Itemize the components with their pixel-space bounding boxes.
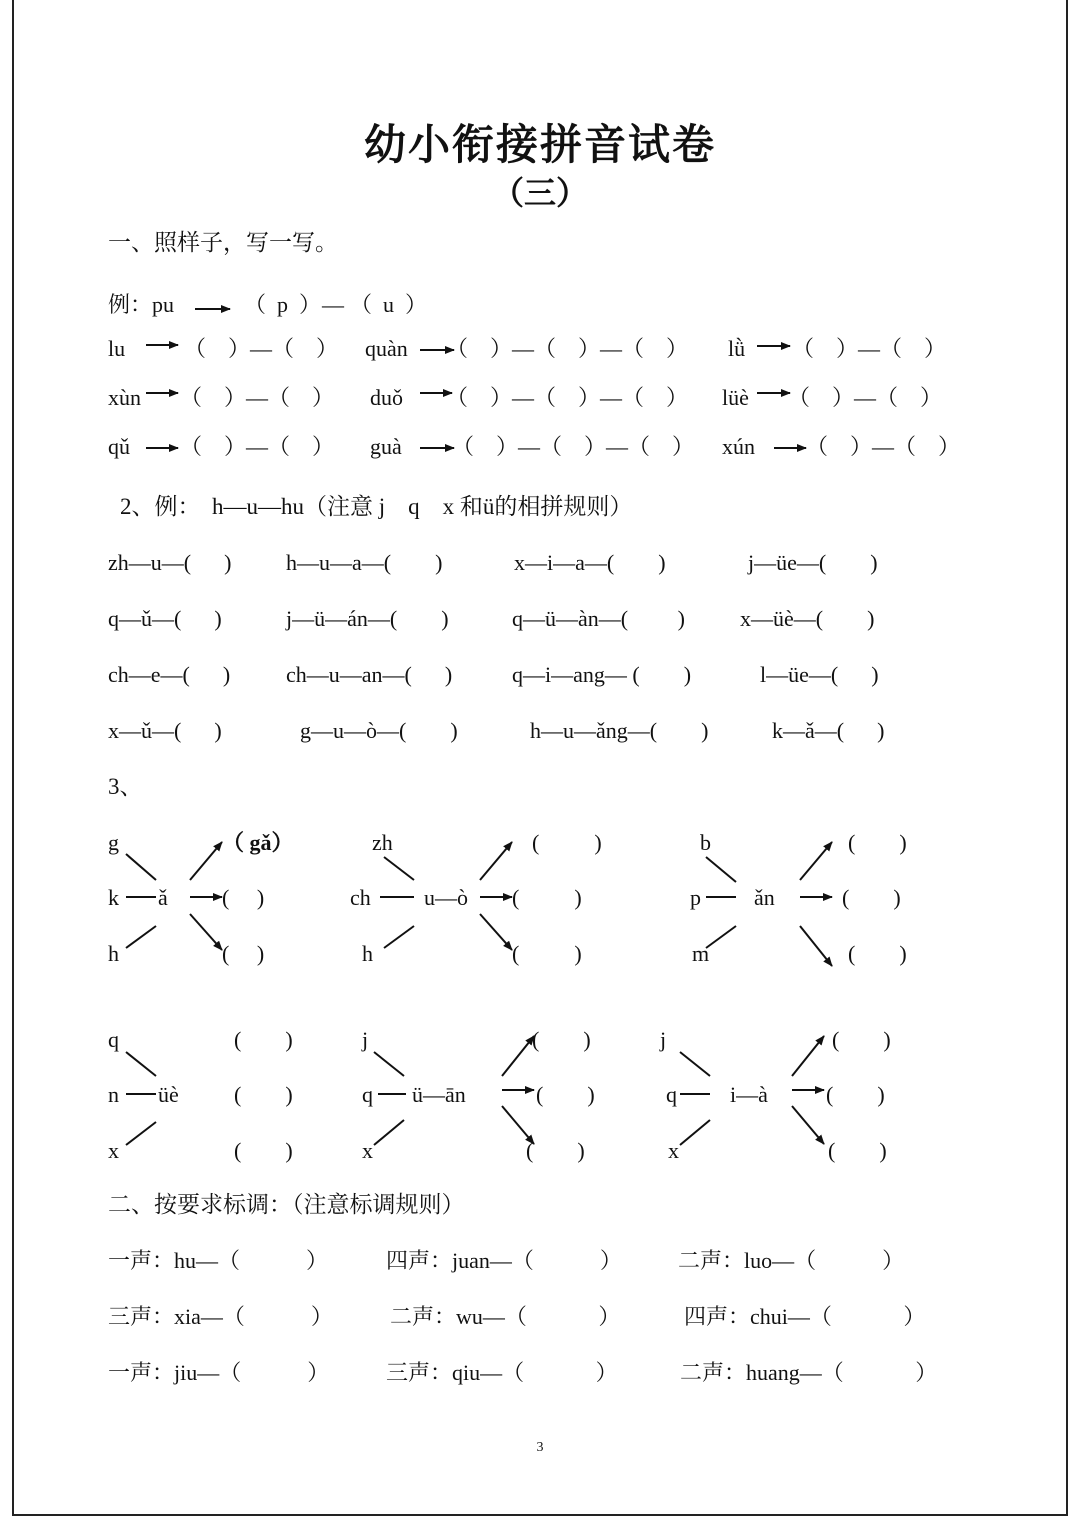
s1-r2-word3: lüè [722, 385, 749, 410]
example-left: （ p ） [244, 292, 322, 317]
g6-initial-bot: x [668, 1138, 679, 1163]
g3-answer-mid: ( ) [842, 885, 901, 910]
g1-answer-bot: ( ) [222, 941, 265, 966]
g4-answer-mid: ( ) [234, 1082, 293, 1107]
s1-r3-blank1: （ ）—（ ） [180, 434, 335, 459]
g2-initial-top: zh [372, 830, 393, 855]
section4-heading: 二、按要求标调：（注意标调规则） [108, 1192, 465, 1217]
s4-r1-c2: 四声：juan—（ ） [386, 1248, 622, 1273]
s1-r3-blank2: （ ）—（ ）—（ ） [452, 434, 695, 459]
g5-answer-top: ( ) [532, 1027, 591, 1052]
s4-r1-c3: 二声：luo—（ ） [678, 1248, 905, 1273]
g5-initial-mid: q [362, 1082, 373, 1107]
s2-r2-c4: x—üè—( ) [740, 606, 875, 631]
page-frame [12, 0, 1068, 1516]
s2-r1-c2: h—u—a—( ) [286, 550, 443, 575]
s4-r3-c1: 一声：jiu—（ ） [108, 1360, 330, 1385]
g5-final: ü—ān [412, 1082, 466, 1107]
section2-heading: 2、例： h—u—hu（注意 j q x 和ü的相拼规则） [120, 494, 633, 519]
g2-answer-mid: ( ) [512, 885, 582, 910]
s4-r2-c1: 三声：xia—（ ） [108, 1304, 333, 1329]
g1-initial-bot: h [108, 941, 119, 966]
g1-initial-mid: k [108, 885, 119, 910]
g2-answer-bot: ( ) [512, 941, 582, 966]
g1-answer-top: （ gǎ） [222, 830, 294, 855]
g3-answer-bot: ( ) [848, 941, 907, 966]
g6-answer-mid: ( ) [826, 1082, 885, 1107]
example-sep: — [322, 292, 344, 317]
s2-r4-c2: g—u—ò—( ) [300, 718, 458, 743]
s2-r2-c1: q—ǔ—( ) [108, 606, 222, 631]
g4-final: üè [158, 1082, 179, 1107]
g4-initial-bot: x [108, 1138, 119, 1163]
g5-initial-top: j [362, 1027, 369, 1052]
s4-r1-c1: 一声：hu—（ ） [108, 1248, 329, 1273]
s1-r1-word3: lǜ [728, 336, 746, 361]
s4-r3-c3: 二声：huang—（ ） [680, 1360, 938, 1385]
s1-r3-word1: qǔ [108, 434, 130, 459]
s1-r1-blank1: （ ）—（ ） [184, 336, 339, 361]
g5-answer-mid: ( ) [536, 1082, 595, 1107]
g2-final: u—ò [424, 885, 468, 910]
s2-r1-c1: zh—u—( ) [108, 550, 232, 575]
section3-heading: 3、 [108, 774, 143, 799]
s1-r1-blank3: （ ）—（ ） [792, 336, 947, 361]
page-title: 幼小衔接拼音试卷 [363, 120, 716, 169]
s2-r4-c4: k—ǎ—( ) [772, 718, 885, 743]
s1-r1-word1: lu [108, 336, 126, 361]
page-subtitle: （三） [491, 175, 588, 211]
s1-r2-word2: duǒ [370, 385, 403, 410]
g4-initial-top: q [108, 1027, 119, 1052]
s1-r1-blank2: （ ）—（ ）—（ ） [446, 336, 689, 361]
s2-r3-c4: l—üe—( ) [760, 662, 879, 687]
g2-answer-top: ( ) [532, 830, 602, 855]
s2-r4-c1: x—ǔ—( ) [108, 718, 222, 743]
s1-r2-blank1: （ ）—（ ） [180, 385, 335, 410]
g5-initial-bot: x [362, 1138, 373, 1163]
g6-final: i—à [730, 1082, 768, 1107]
s4-r2-c2: 二声：wu—（ ） [390, 1304, 621, 1329]
s2-r4-c3: h—u—ǎng—( ) [530, 718, 709, 743]
s1-r2-blank3: （ ）—（ ） [788, 385, 943, 410]
g3-initial-top: b [700, 830, 711, 855]
s1-r3-word3: xún [722, 434, 755, 459]
s2-r1-c3: x—i—a—( ) [514, 550, 666, 575]
s1-r1-word2: quàn [365, 336, 408, 361]
s1-r2-blank2: （ ）—（ ）—（ ） [446, 385, 689, 410]
s1-r3-blank3: （ ）—（ ） [806, 434, 961, 459]
g3-initial-bot: m [692, 941, 710, 966]
s2-r2-c2: j—ü—án—( ) [286, 606, 449, 631]
s4-r2-c3: 四声：chui—（ ） [684, 1304, 926, 1329]
example-label: 例：pu [108, 292, 175, 317]
g3-answer-top: ( ) [848, 830, 907, 855]
s2-r1-c4: j—üe—( ) [748, 550, 878, 575]
g1-initial-top: g [108, 830, 119, 855]
g1-final: ǎ [158, 885, 168, 910]
g6-answer-top: ( ) [832, 1027, 891, 1052]
s1-r3-word2: guà [370, 434, 402, 459]
example-right: （ u ） [350, 292, 428, 317]
s2-r2-c3: q—ü—àn—( ) [512, 606, 685, 631]
g4-initial-mid: n [108, 1082, 119, 1107]
page-number: 3 [536, 1440, 544, 1455]
section1-heading: 一、照样子，写一写。 [108, 230, 338, 255]
s4-r3-c2: 三声：qiu—（ ） [386, 1360, 618, 1385]
g6-answer-bot: ( ) [828, 1138, 887, 1163]
g4-answer-top: ( ) [234, 1027, 293, 1052]
g3-final: ǎn [754, 885, 775, 910]
g1-answer-mid: ( ) [222, 885, 265, 910]
s1-r2-word1: xùn [108, 385, 141, 410]
g4-answer-bot: ( ) [234, 1138, 293, 1163]
s2-r3-c2: ch—u—an—( ) [286, 662, 453, 687]
g2-initial-mid: ch [350, 885, 371, 910]
s2-r3-c3: q—i—ang— ( ) [512, 662, 692, 687]
s2-r3-c1: ch—e—( ) [108, 662, 231, 687]
g3-initial-mid: p [690, 885, 701, 910]
g6-initial-mid: q [666, 1082, 677, 1107]
g5-answer-bot: ( ) [526, 1138, 585, 1163]
g6-initial-top: j [660, 1027, 667, 1052]
g2-initial-bot: h [362, 941, 373, 966]
